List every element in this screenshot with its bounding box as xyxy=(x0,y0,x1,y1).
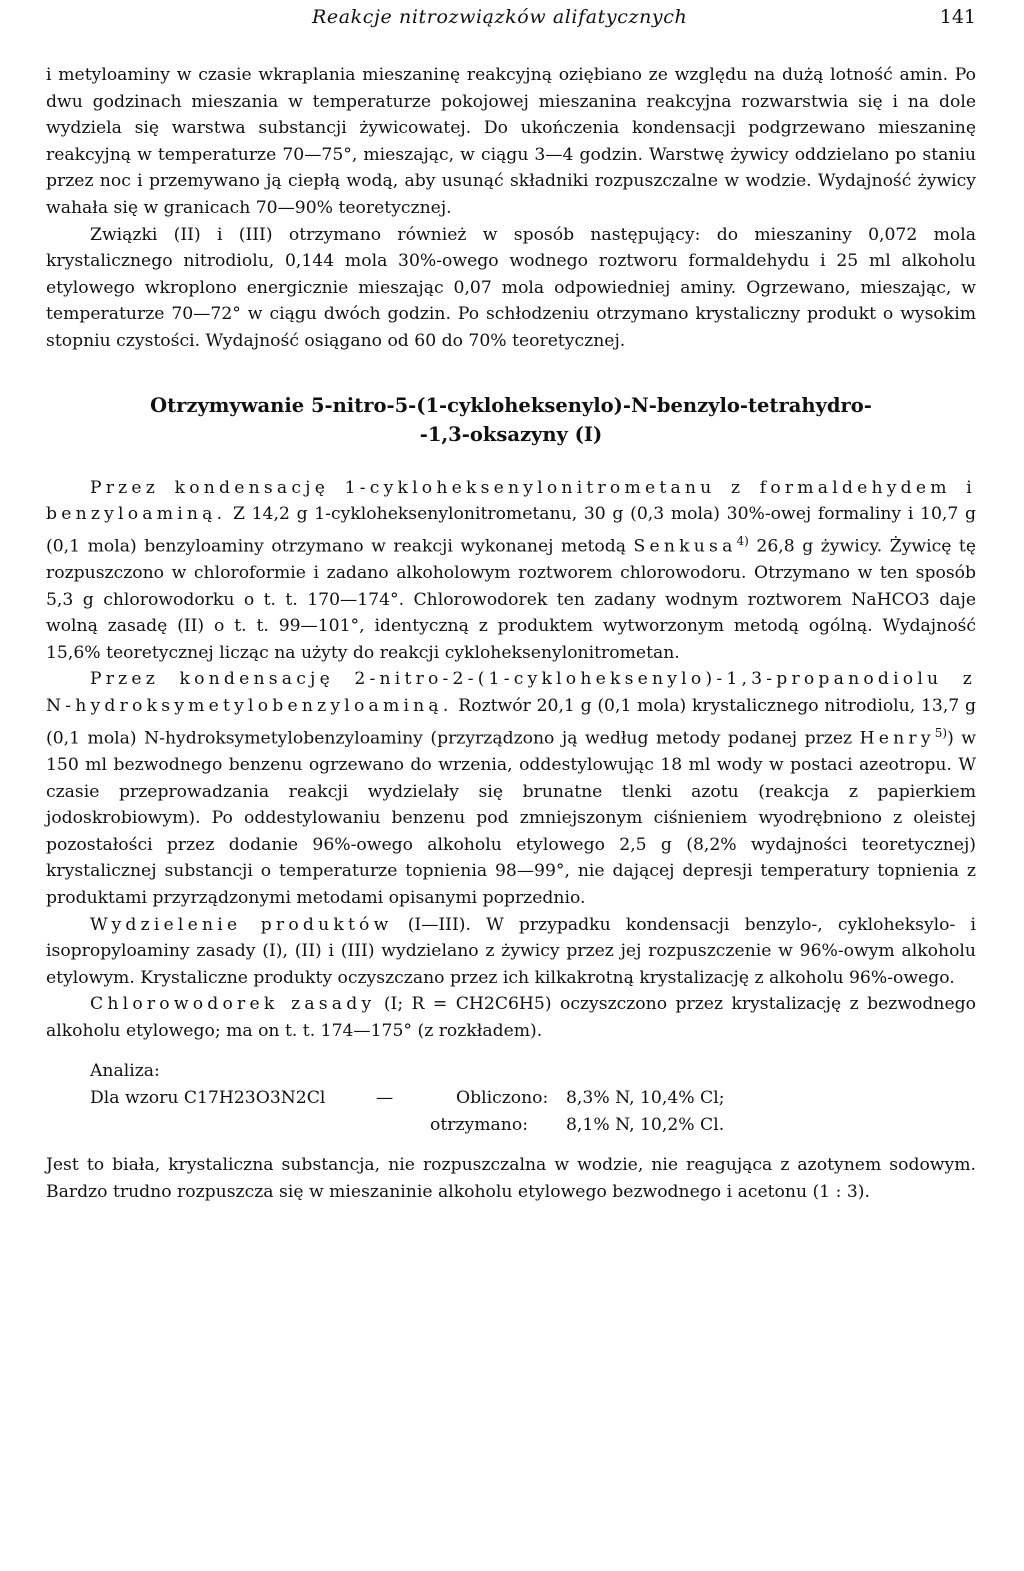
paragraph-text: i metyloaminy w czasie wkraplania mieszaninę reakcyjną oziębiano ze względu na dużą lotność amin. Po dwu godzinach mieszania w temperaturze pokojowej mieszanina reakcyjna rozwarstwia się i na dole wydziela się warstwa substancji żywicowatej. Do ukończenia kondensacji podgrzewano mieszaninę reakcyjną w temperaturze 70—75°, mieszając, w ciągu 3—4 godzin. Warstwę żywicy oddzielano po staniu przez noc i przemywano ją ciepłą wodą, aby usunąć składniki rozpuszczalne w wodzie. Wydajność żywicy wahała się w granicach 70—90% teoretycznej. xyxy=(46,65,976,218)
paragraph-hydrochloride xyxy=(46,991,976,1044)
paragraph-continuation xyxy=(46,62,976,222)
analysis-label: Analiza: xyxy=(90,1061,160,1082)
method-text: Z 14,2 g 1-cykloheksenylonitrometanu, 30 g (0,3 mola) 30%-owej formaliny i 10,7 g (0,1 mola) benzyloaminy otrzymano w reakcji wykonanej metodą xyxy=(46,504,976,557)
method-text: ) w 150 ml bezwodnego benzenu ogrzewano do wrzenia, oddestylowując 18 ml wody w postaci azeotropu. W czasie przeprowadzania reakcji wydzielały się brunatne tlenki azotu (reakcja z papierkiem jodoskrobiowym). Po oddestylowaniu benzenu pod zmniejszonym ciśnieniem wyodrębniono z oleistej pozostałości przez dodanie 96%-owego alkoholu etylowego 2,5 g (8,2% wydajności teoretycznej) krystalicznej substancji o temperaturze topnienia 98—99°, nie dającej depresji temperatury topnienia z produktami przyrządzonymi metodami opisanymi poprzednio. xyxy=(46,728,976,908)
reference-marker: 4) xyxy=(736,533,749,548)
author-name: Henry xyxy=(859,728,935,749)
section-text: (I; R = CH2C6H5) oczyszczono przez krystalizację z bezwodnego alkoholu etylowego; ma on t. t. 174—175° (z rozkładem). xyxy=(46,994,977,1041)
paragraph-text: Związki (II) i (III) otrzymano również w sposób następujący: do mieszaniny 0,072 mola krystalicznego nitrodiolu, 0,144 mola 30%-owego wodnego roztworu formaldehydu i 25 ml alkoholu etylowego wkroplono energicznie mieszając 0,07 mola odpowiedniej aminy. Ogrzewano, mieszając, w temperaturze 70—72° w ciągu dwóch godzin. Po schłodzeniu otrzymano krystaliczny produkt o wysokim stopniu czystości. Wydajność osiągano od 60 do 70% teoretycznej. xyxy=(46,224,976,351)
paragraph-method-2 xyxy=(46,666,976,911)
spaced-title: Wydzielenie produktów xyxy=(90,914,393,935)
method-text: 26,8 g żywicy. Żywicę tę rozpuszczono w chloroformie i zadano alkoholowym roztworem chlorowodoru. Otrzymano w ten sposób 5,3 g chlorowodorku o t. t. 170—174°. Chlorowodorek ten zadany wodnym roztworem NaHCO3 daje wolną zasadę (II) o t. t. 99—101°, identyczną z produktem wytworzonym metodą ogólną. Wydajność 15,6% teoretycznej licząc na użyty do reakcji cykloheksenylonitrometan. xyxy=(46,536,977,663)
formula-dash: — xyxy=(376,1088,394,1109)
calculated-label: Obliczono: xyxy=(456,1088,549,1109)
paragraph-final-description xyxy=(46,1152,976,1205)
method-text: Roztwór 20,1 g (0,1 mola) krystalicznego nitrodiolu, 13,7 g (0,1 mola) N-hydroksymetylobenzyloaminy (przyrządzono ją według metody podanej przez xyxy=(46,696,976,749)
section-text: (I—III). W przypadku kondensacji benzylo-, cykloheksylo- i isopropyloaminy zasady (I), (II) i (III) wydzielano z żywicy przez jej rozpuszczenie w 96%-owym alkoholu etylowym. Krystaliczne produkty oczyszczano przez ich kilkakrotną krystalizację z alkoholu 96%-owego. xyxy=(46,914,976,988)
spaced-title: Chlorowodorek zasady xyxy=(90,994,376,1015)
found-label: otrzymano: xyxy=(430,1114,528,1135)
paragraph-product-isolation xyxy=(46,912,976,992)
running-header xyxy=(0,6,1024,36)
heading-line-2: -1,3-oksazyny (I) xyxy=(419,422,603,446)
running-title: Reakcje nitrozwiązków alifatycznych xyxy=(312,6,688,28)
analysis-block xyxy=(46,1058,976,1138)
calculated-values: 8,3% N, 10,4% Cl; xyxy=(566,1088,725,1109)
spaced-method-title: Przez kondensację 2-nitro-2-(1-cykloheksenylo)-1,3-propanodiolu z N-hydroksymetylobenzyloaminą. xyxy=(46,669,976,717)
paragraph-method-1 xyxy=(46,475,976,667)
heading-line-1: Otrzymywanie 5-nitro-5-(1-cykloheksenylo)-N-benzylo-tetrahydro- xyxy=(150,393,872,417)
page-number: 141 xyxy=(939,6,976,28)
document-body xyxy=(46,62,976,1205)
reference-marker: 5) xyxy=(934,725,948,740)
author-name: Senkusa xyxy=(633,536,737,557)
found-values: 8,1% N, 10,2% Cl. xyxy=(566,1114,725,1135)
paragraph-text: Jest to biała, krystaliczna substancja, nie rozpuszczalna w wodzie, nie reagująca z azotynem sodowym. Bardzo trudno rozpuszcza się w mieszaninie alkoholu etylowego bezwodnego i acetonu (1 : 3). xyxy=(46,1155,976,1202)
formula-label: Dla wzoru C17H23O3N2Cl xyxy=(90,1088,326,1109)
section-heading xyxy=(46,391,976,449)
paragraph-alternative-synthesis xyxy=(46,222,976,355)
spaced-method-title: Przez kondensację 1-cykloheksenylonitrometanu z formaldehydem i benzyloaminą. xyxy=(46,477,976,525)
